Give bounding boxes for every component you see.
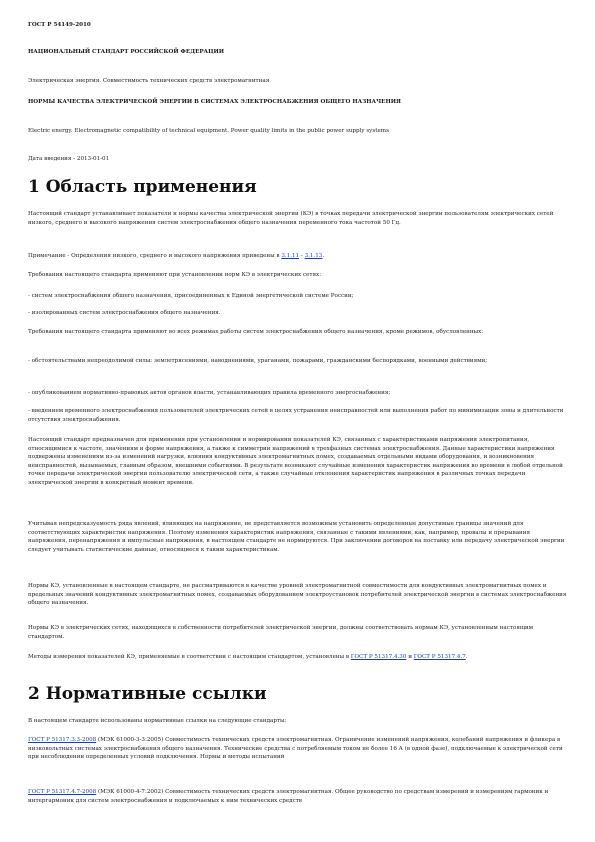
section-1-list-item: - изолированных систем электроснабжения общего назначения.	[28, 310, 221, 316]
reference-item	[28, 736, 567, 762]
link-3-1-13[interactable]: 3.1.13	[304, 253, 323, 259]
intro-date: Дата введения - 2013-01-01	[28, 156, 110, 162]
section-1-list-item: - опубликованием нормативно-правовых актов органов власти, устанавливающих правила временного энергоснабжения;	[28, 390, 391, 396]
reference-item	[28, 788, 567, 805]
doc-title-en: Electric energy. Electromagnetic compatibility of technical equipment. Power quality limits in the public power supply systems	[28, 128, 389, 134]
link-3-1-11[interactable]: 3.1.11	[281, 253, 300, 259]
section-1-list-item: - введением временного электроснабжения пользователей электрических сетей в целях устранения неисправностей или выполнения работ по минимизации зоны и длительности отсутствия электроснабжения.	[28, 408, 564, 423]
section-1-paragraph: Нормы КЭ, установленные в настоящем стандарте, не рассматриваются в качестве уровней электромагнитной совместимости для кондуктивных электромагнитных помех и предельных значений кондуктивных электромагнитных помех, создаваемых оборудованием электроустановок потребителей электрической энергии в системах электроснабжения общего назначения.	[28, 583, 567, 607]
national-standard-label: НАЦИОНАЛЬНЫЙ СТАНДАРТ РОССИЙСКОЙ ФЕДЕРАЦИИ	[28, 49, 225, 55]
link-gost-51317-4-7-2008[interactable]: ГОСТ Р 51317.4.7-2008	[28, 789, 97, 795]
section-1-paragraph: Нормы КЭ в электрических сетях, находящихся в собственности потребителей электрической энергии, должны соответствовать нормам КЭ, установленным настоящим стандартом.	[28, 625, 534, 640]
reference-text: (МЭК 61000-4-7:2002) Совместимость технических средств электромагнитная. Общее руководство по средствам измерений и измерениям гармоник и интергармоник для систем электроснабжения и подключаемых к ним технических средств	[28, 789, 549, 804]
section-1-list-item: - систем электроснабжения общего назначения, присоединенных к Единой энергетической системе России;	[28, 293, 354, 299]
section-1-note	[28, 252, 567, 261]
methods-text: Методы измерения показателей КЭ, применяемые в соответствии с настоящим стандартом, установлены в	[28, 654, 351, 660]
section-1-heading: 1 Область применения	[28, 177, 257, 197]
link-gost-51317-3-3-2008[interactable]: ГОСТ Р 51317.3.3-2008	[28, 737, 97, 743]
reference-text: (МЭК 61000-3-3:2005) Совместимость технических средств электромагнитная. Ограничение изменений напряжения, колебаний напряжения и фликера в низковольтных системах электроснабжения общего назначения. Технические средства с потребляемым током не более 16 А (в одной фазе), подключаемые к электрической сети при несоблюдении определенных условий подключения. Нормы и методы испытаний	[28, 737, 563, 761]
section-2-heading: 2 Нормативные ссылки	[28, 684, 267, 704]
section-1-paragraph: Настоящий стандарт устанавливает показатели и нормы качества электрической энергии (КЭ) в точках передачи электрической энергии пользователям электрических сетей низкого, среднего и высокого напряжения систем электроснабжения общего назначения переменного тока частотой 50 Гц.	[28, 211, 554, 226]
section-2-paragraph: В настоящем стандарте использованы нормативные ссылки на следующие стандарты:	[28, 718, 287, 724]
note-text: Примечание - Определения низкого, среднего и высокого напряжения приведены в	[28, 253, 282, 259]
doc-title-ru: НОРМЫ КАЧЕСТВА ЭЛЕКТРИЧЕСКОЙ ЭНЕРГИИ В СИСТЕМАХ ЭЛЕКТРОСНАБЖЕНИЯ ОБЩЕГО НАЗНАЧЕНИЯ	[28, 99, 401, 105]
section-1-paragraph: Настоящий стандарт предназначен для применения при установлении и нормировании показателей КЭ, связанных с характеристиками напряжения электропитания, относящимися к частоте, значениям и форме напряжения, а также к симметрии напряжений в трехфазных системах электроснабжения. Данные характеристики напряжения подвержены изменениям из-за изменений нагрузки, влияния кондуктивных электромагнитных помех, создаваемых отдельными видами оборудования, и возникновения неисправностей, вызываемых, главным образом, внешними событиями. В результате возникают случайные изменения характеристик напряжения во времени в любой отдельной точке передачи электрической энергии пользователю электрической сети, а также случайные отклонения характеристик напряжения в различных точках передачи электрической энергии в конкретный момент времени.	[28, 437, 563, 486]
section-1-methods	[28, 653, 567, 662]
doc-subtitle-ru: Электрическая энергия. Совместимость технических средств электромагнитная	[28, 78, 270, 84]
note-end: .	[322, 253, 325, 259]
methods-mid: и	[406, 654, 414, 660]
doc-header-code: ГОСТ Р 54149-2010	[28, 22, 91, 28]
section-1-paragraph: Требования настоящего стандарта применяют при установлении норм КЭ в электрических сетях:	[28, 272, 322, 278]
note-sep: -	[299, 253, 305, 259]
section-1-list-item: - обстоятельствами непреодолимой силы: землетрясениями, наводнениями, ураганами, пожарами, гражданскими беспорядками, военными действиями;	[28, 358, 488, 364]
methods-end: .	[465, 654, 468, 660]
link-gost-51317-4-7[interactable]: ГОСТ Р 51317.4.7	[413, 654, 466, 660]
section-1-paragraph: Учитывая непредсказуемость ряда явлений, влияющих на напряжение, не представляется возможным установить определенные допустимые границы значений для соответствующих характеристик напряжения. Поэтому изменения характеристик напряжения, связанные с такими явлениями, как, например, провалы и прерывания напряжения, перенапряжения и импульсные напряжения, в настоящем стандарте не нормируются. При заключении договоров на поставку или передачу электрической энергии следует учитывать статистические данные, относящиеся к таким характеристикам.	[28, 521, 565, 553]
link-gost-51317-4-30[interactable]: ГОСТ Р 51317.4.30	[350, 654, 407, 660]
section-1-paragraph: Требования настоящего стандарта применяют во всех режимах работы систем электроснабжения общего назначения, кроме режимов, обусловленных:	[28, 329, 484, 335]
